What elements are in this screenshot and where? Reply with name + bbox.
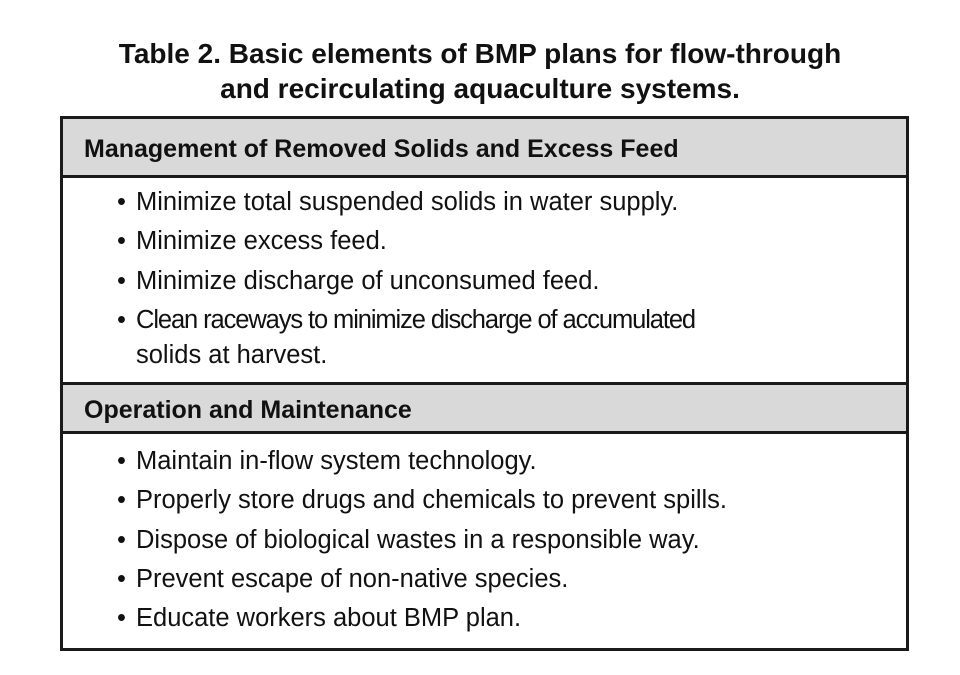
- list-item: • Maintain in-flow system technology.: [117, 447, 537, 475]
- list-item-continuation: solids at harvest.: [136, 341, 328, 370]
- list-item: • Prevent escape of non-native species.: [117, 564, 569, 593]
- bmp-table: [60, 116, 909, 651]
- list-item: • Minimize excess feed.: [117, 227, 387, 256]
- title-line-2: and recirculating aquaculture systems.: [220, 73, 740, 104]
- section-heading-operation-maintenance: Operation and Maintenance: [63, 382, 906, 434]
- list-item: • Dispose of biological wastes in a responsible way.: [117, 525, 700, 554]
- solids-feed-list: [117, 183, 906, 370]
- title-line-1: Table 2. Basic elements of BMP plans for flow-through: [118, 38, 842, 69]
- operation-maintenance-list: [117, 442, 906, 638]
- list-item: • Minimize discharge of unconsumed feed.: [117, 266, 600, 295]
- list-item: • Minimize total suspended solids in water supply.: [117, 188, 679, 216]
- list-item: • Clean raceways to minimize discharge of accumulated: [117, 305, 696, 334]
- list-item: • Properly store drugs and chemicals to prevent spills.: [117, 486, 728, 515]
- section-heading-solids-feed: Management of Removed Solids and Excess Feed: [63, 119, 906, 178]
- list-item: • Educate workers about BMP plan.: [117, 604, 522, 633]
- table-title: [0, 36, 960, 106]
